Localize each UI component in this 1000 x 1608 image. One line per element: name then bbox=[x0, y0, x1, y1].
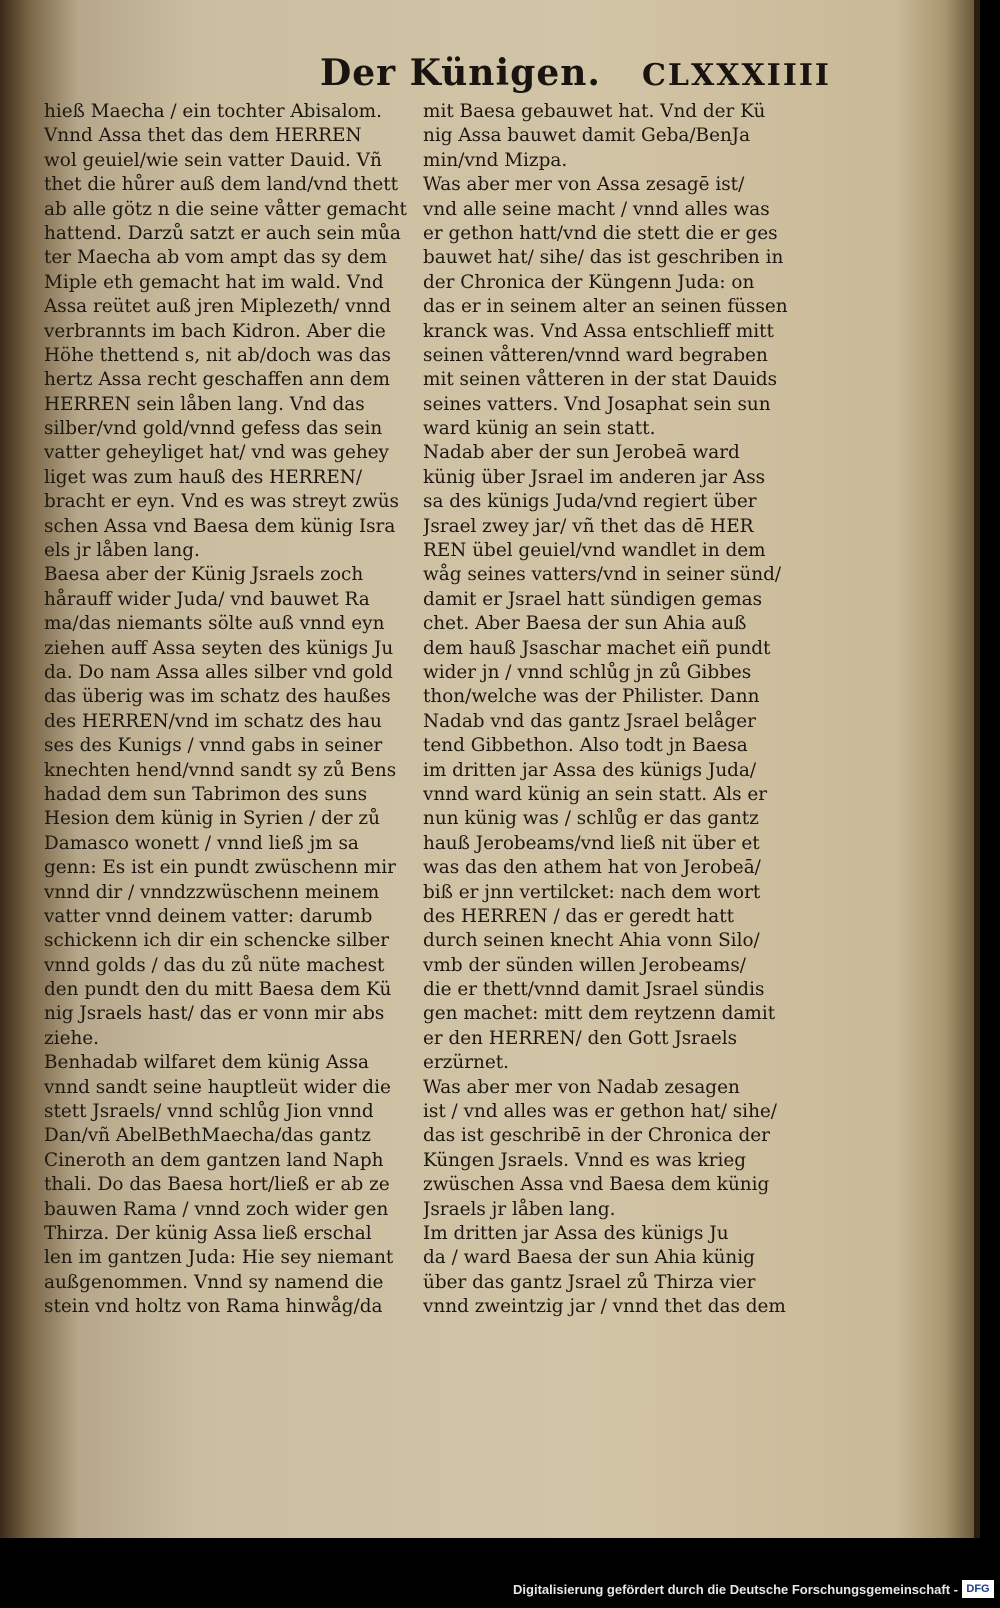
text-line: thon/welche was der Philister. Dann bbox=[423, 686, 760, 708]
text-line: Was aber mer von Assa zesagē ist/ bbox=[423, 174, 745, 196]
text-line: seinen våtteren/vnnd ward begraben bbox=[423, 344, 768, 366]
text-line: nun künig was / schlůg er das gantz bbox=[423, 808, 759, 830]
text-line: seines vatters. Vnd Josaphat sein sun bbox=[423, 393, 771, 415]
text-line: Höhe thettend s, nit ab/doch was das bbox=[44, 344, 391, 366]
text-line: künig über Jsrael im anderen jar Ass bbox=[423, 466, 766, 488]
text-line: kranck was. Vnd Assa entschlieff mitt bbox=[423, 320, 774, 342]
text-line: da / ward Baesa der sun Ahia künig bbox=[423, 1247, 755, 1269]
text-line: Cineroth an dem gantzen land Naph bbox=[44, 1149, 384, 1171]
text-line: ist / vnd alles was er gethon hat/ sihe/ bbox=[423, 1101, 777, 1123]
text-line: da. Do nam Assa alles silber vnd gold bbox=[44, 661, 393, 683]
text-line: bracht er eyn. Vnd es was streyt zwüs bbox=[44, 491, 399, 513]
text-line: hauß Jerobeams/vnd ließ nit über et bbox=[423, 832, 760, 854]
text-line: vnnd zweintzig jar / vnnd thet das dem bbox=[423, 1296, 786, 1318]
text-line: stein vnd holtz von Rama hinwåg/da bbox=[44, 1296, 383, 1318]
text-line: schen Assa vnd Baesa dem künig Isra bbox=[44, 515, 396, 537]
text-line: vatter geheyliget hat/ vnd was gehey bbox=[44, 442, 389, 464]
text-line: Nadab vnd das gantz Jsrael belåger bbox=[423, 710, 756, 732]
text-line: ziehen auff Assa seyten des künigs Ju bbox=[44, 637, 394, 659]
text-line: die er thett/vnnd damit Jsrael sündis bbox=[423, 979, 765, 1001]
text-line: bauwet hat/ sihe/ das ist geschriben in bbox=[423, 247, 784, 269]
text-line: Baesa aber der Künig Jsraels zoch bbox=[44, 564, 364, 586]
text-line: zwüschen Assa vnd Baesa dem künig bbox=[423, 1174, 770, 1196]
text-line: er den HERREN/ den Gott Jsraels bbox=[423, 1027, 738, 1049]
text-line: Küngen Jsraels. Vnnd es was krieg bbox=[423, 1149, 747, 1171]
text-line: vnnd ward künig an sein statt. Als er bbox=[423, 783, 768, 805]
text-line: hertz Assa recht geschaffen ann dem bbox=[44, 369, 390, 391]
text-line: durch seinen knecht Ahia vonn Silo/ bbox=[423, 930, 760, 952]
text-line: stett Jsraels/ vnnd schlůg Jion vnnd bbox=[44, 1101, 374, 1123]
text-line: erzürnet. bbox=[423, 1052, 509, 1074]
text-line: ziehe. bbox=[44, 1027, 100, 1049]
text-line: hadad dem sun Tabrimon des suns bbox=[44, 783, 368, 805]
text-line: Was aber mer von Nadab zesagen bbox=[423, 1076, 740, 1098]
text-line: das überig was im schatz des haußes bbox=[44, 686, 391, 708]
text-line: verbrannts im bach Kidron. Aber die bbox=[44, 320, 386, 342]
text-line: wol geuiel/wie sein vatter Dauid. Vñ bbox=[44, 149, 382, 171]
text-line: hattend. Darzů satzt er auch sein můa bbox=[44, 222, 401, 244]
text-line: Im dritten jar Assa des künigs Ju bbox=[423, 1222, 729, 1244]
text-line: schickenn ich dir ein schencke silber bbox=[44, 930, 390, 952]
text-line: hieß Maecha / ein tochter Abisalom. bbox=[44, 101, 382, 122]
text-line: vatter vnnd deinem vatter: darumb bbox=[44, 905, 373, 927]
text-line: was das den athem hat von Jerobeā/ bbox=[423, 857, 761, 879]
text-line: liget was zum hauß des HERREN/ bbox=[44, 466, 363, 488]
digitization-footer bbox=[0, 1538, 1000, 1608]
text-line: tend Gibbethon. Also todt jn Baesa bbox=[423, 735, 748, 757]
text-line: über das gantz Jsrael zů Thirza vier bbox=[423, 1271, 756, 1293]
text-line: Jsrael zwey jar/ vñ thet das dē HER bbox=[423, 515, 754, 537]
text-line: des HERREN / das er geredt hatt bbox=[423, 905, 734, 927]
text-line: Benhadab wilfaret dem künig Assa bbox=[44, 1052, 369, 1074]
text-line: len im gantzen Juda: Hie sey niemant bbox=[44, 1247, 394, 1269]
text-line: vnnd dir / vnndzzwüschenn meinem bbox=[44, 881, 380, 903]
text-line: den pundt den du mitt Baesa dem Kü bbox=[44, 979, 392, 1001]
text-line: gen machet: mitt dem reytzenn damit bbox=[423, 1003, 776, 1025]
page-title: Der Künigen. bbox=[320, 52, 601, 94]
text-line: mit Baesa gebauwet hat. Vnd der Kü bbox=[423, 101, 766, 122]
text-line: HERREN sein låben lang. Vnd das bbox=[44, 393, 365, 415]
text-line: vnnd golds / das du zů nüte machest bbox=[44, 954, 385, 976]
text-line: thet die hůrer auß dem land/vnd thett bbox=[44, 174, 399, 196]
text-line: ma/das niemants sölte auß vnnd eyn bbox=[44, 613, 385, 635]
text-line: damit er Jsrael hatt sündigen gemas bbox=[423, 588, 763, 610]
text-line: REN übel geuiel/vnd wandlet in dem bbox=[423, 540, 766, 562]
folio-number: CLXXXIIII bbox=[642, 58, 831, 93]
text-line: sa des künigs Juda/vnd regiert über bbox=[423, 491, 757, 513]
text-line: das ist geschribē in der Chronica der bbox=[423, 1125, 770, 1147]
text-line: min/vnd Mizpa. bbox=[423, 149, 568, 171]
text-line: Hesion dem künig in Syrien / der zů bbox=[44, 808, 380, 830]
running-head bbox=[0, 52, 980, 102]
text-line: im dritten jar Assa des künigs Juda/ bbox=[423, 759, 757, 781]
text-line: ses des Kunigs / vnnd gabs in seiner bbox=[44, 735, 383, 757]
text-line: ter Maecha ab vom ampt das sy dem bbox=[44, 247, 388, 269]
text-line: biß er jnn vertilcket: nach dem wort bbox=[423, 881, 761, 903]
text-line: knechten hend/vnnd sandt sy zů Bens bbox=[44, 759, 397, 781]
text-line: Miple eth gemacht hat im wald. Vnd bbox=[44, 271, 384, 293]
text-line: mit seinen våtteren in der stat Dauids bbox=[423, 369, 778, 391]
text-line: bauwen Rama / vnnd zoch wider gen bbox=[44, 1198, 389, 1220]
text-column-right bbox=[423, 100, 818, 1320]
text-line: els jr låben lang. bbox=[44, 540, 200, 562]
text-line: Thirza. Der künig Assa ließ erschal bbox=[44, 1222, 372, 1244]
text-line: Assa reütet auß jren Miplezeth/ vnnd bbox=[44, 296, 391, 318]
text-line: genn: Es ist ein pundt zwüschenn mir bbox=[44, 857, 396, 879]
text-line: wider jn / vnnd schlůg jn zů Gibbes bbox=[423, 661, 752, 683]
text-line: des HERREN/vnd im schatz des hau bbox=[44, 710, 382, 732]
funding-credit: Digitalisierung gefördert durch die Deutsche Forschungsgemeinschaft - bbox=[513, 1582, 958, 1597]
dfg-logo: DFG bbox=[962, 1580, 994, 1598]
text-line: Damasco wonett / vnnd ließ jm sa bbox=[44, 832, 359, 854]
text-line: das er in seinem alter an seinen füssen bbox=[423, 296, 788, 318]
text-line: der Chronica der Küngenn Juda: on bbox=[423, 271, 755, 293]
text-line: dem hauß Jsaschar machet eiñ pundt bbox=[423, 637, 771, 659]
text-line: Nadab aber der sun Jerobeā ward bbox=[423, 442, 740, 464]
text-line: vnd alle seine macht / vnnd alles was bbox=[423, 198, 770, 220]
text-line: nig Assa bauwet damit Geba/BenJa bbox=[423, 125, 751, 147]
text-line: wåg seines vatters/vnd in seiner sünd/ bbox=[423, 564, 782, 586]
text-line: nig Jsraels hast/ das er vonn mir abs bbox=[44, 1003, 385, 1025]
text-line: außgenommen. Vnnd sy namend die bbox=[44, 1271, 384, 1293]
text-line: thali. Do das Baesa hort/ließ er ab ze bbox=[44, 1174, 390, 1196]
text-line: Jsraels jr låben lang. bbox=[423, 1198, 616, 1220]
text-line: Dan/vñ AbelBethMaecha/das gantz bbox=[44, 1125, 371, 1147]
text-line: vmb der sünden willen Jerobeams/ bbox=[423, 954, 746, 976]
text-line: ab alle götz n die seine våtter gemacht bbox=[44, 198, 407, 220]
text-line: er gethon hatt/vnd die stett die er ges bbox=[423, 222, 778, 244]
text-line: hårauff wider Juda/ vnd bauwet Ra bbox=[44, 588, 370, 610]
text-line: ward künig an sein statt. bbox=[423, 418, 656, 440]
text-line: silber/vnd gold/vnnd gefess das sein bbox=[44, 418, 383, 440]
text-line: Vnnd Assa thet das dem HERREN bbox=[44, 125, 362, 147]
text-line: vnnd sandt seine hauptleüt wider die bbox=[44, 1076, 391, 1098]
text-column-left bbox=[44, 100, 414, 1320]
text-line: chet. Aber Baesa der sun Ahia auß bbox=[423, 613, 747, 635]
